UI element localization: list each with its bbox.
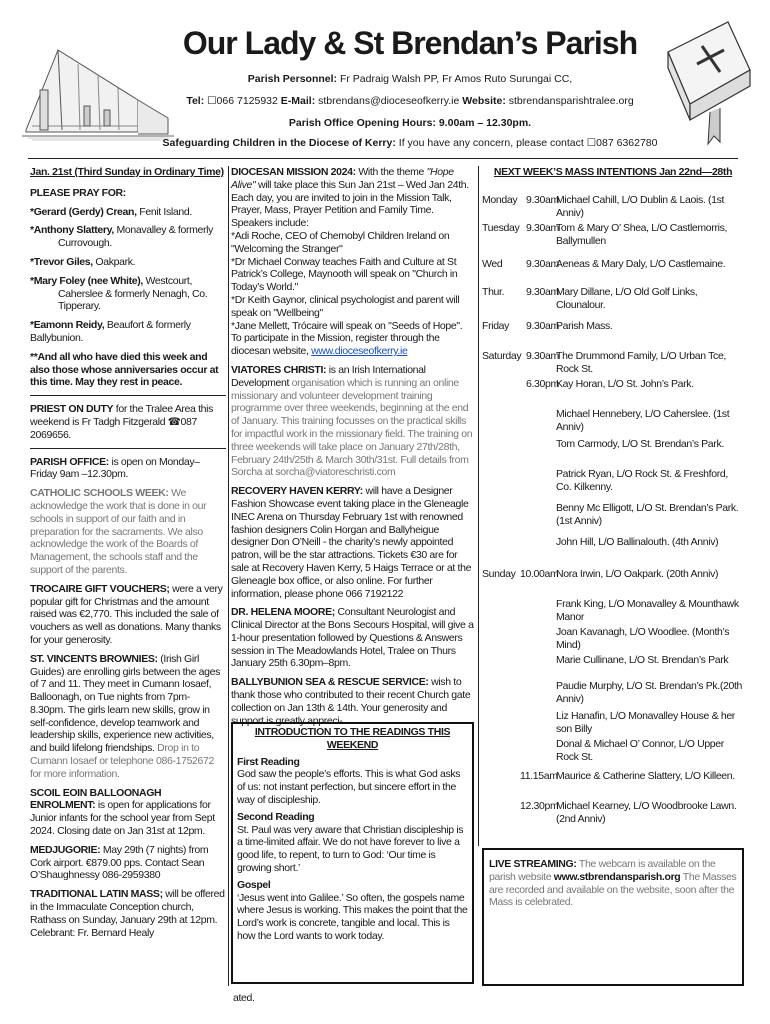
- prayer-item: *Eamonn Reidy, Beaufort & formerly Ballybunion.: [30, 319, 191, 344]
- live-streaming-box: LIVE STREAMING: The webcam is available on the parish website www.stbrendansparish.org The Masses are recorded and available on the website, soon after the Mass is celebrated.: [482, 848, 744, 986]
- prayer-item: *Gerard (Gerdy) Crean, Fenit Island.: [30, 205, 192, 218]
- contact-line: Tel: ☐066 7125932 E-Mail: stbrendans@dioceseofkerry.ie Website: stbrendansparishtralee.org: [186, 95, 634, 107]
- mass-intention: Tom Carmody, L/O St. Brendan’s Park.: [556, 438, 724, 450]
- left-column: [30, 166, 226, 945]
- mass-time: 12.30pm: [520, 800, 559, 812]
- recovery-haven: RECOVERY HAVEN KERRY: will have a Designer Fashion Showcase event taking place in the Gleneagle INEC Arena on Thursday February 1st with renowned fashion designers Colin Horgan and Ballyheigue designer Don O’Neill - the charity’s newly appointed patron, will be the star attractions. Tickets €30 are for sale at Recovery Haven Kerry, 5 Haigs Terrace or at the Gleneagle box office, or also online. For further information, please phone 066 7192122: [231, 485, 472, 600]
- rescue-tail: ated.: [233, 992, 255, 1004]
- bible-illustration: [650, 12, 760, 152]
- mass-day: Wed: [482, 258, 503, 270]
- mass-intention: The Drummond Family, L/O Urban Tce, Rock St.: [556, 350, 727, 375]
- mass-intention: Michael Hennebery, L/O Caherslee. (1st Anniv): [556, 408, 730, 433]
- parish-title: Our Lady & St Brendan’s Parish: [182, 25, 638, 61]
- divider: [30, 395, 226, 396]
- scoil-eoin-enrolment: SCOIL EOIN BALLOONAGH ENROLMENT: is open for applications for Junior infants for the school year from Sept 2024. Closing date on Jan 31st at 12pm.: [30, 786, 215, 838]
- office-hours: Parish Office Opening Hours: 9.00am – 12.30pm.: [288, 117, 532, 129]
- mass-intention: Liz Hanafin, L/O Monavalley House & her son Billy: [556, 710, 735, 735]
- viatores-christi: VIATORES CHRISTI: is an Irish International Development organisation which is running an online missionary and volunteer development training programme over three weekends, beginning at the end of January. This training focusses on the practical skills for impactful work in the missionary field. The training on three weekends will take place on January 27th/28th, February 24th/25th & March 30th/31st. Full details from Sorcha at sorcha@viatoreschristi.com: [231, 363, 473, 479]
- mass-time: 11.15am: [520, 770, 558, 782]
- mass-heading: NEXT WEEK’S MASS INTENTIONS Jan 22nd—28th: [493, 166, 733, 178]
- phone-icon: ☐: [207, 95, 217, 107]
- mass-time: 9.30am: [526, 350, 559, 362]
- mass-time: 9.30am: [526, 286, 559, 298]
- column-divider: [228, 166, 229, 986]
- column-divider: [478, 166, 479, 846]
- mass-day: Thur.: [482, 286, 505, 298]
- prayer-item: *Anthony Slattery, Monavalley & formerly Currovough.: [30, 224, 214, 250]
- mass-time: 9.30am: [526, 258, 559, 270]
- mass-intention: Donal & Michael O’ Connor, L/O Upper Rock St.: [556, 738, 724, 763]
- parish-personnel: Parish Personnel: Fr Padraig Walsh PP, Fr Amos Ruto Surungai CC,: [247, 73, 573, 85]
- mass-time: 9.30am: [526, 194, 559, 206]
- mass-intention: Benny Mc Elligott, L/O St. Brendan’s Park. (1st Anniv): [556, 502, 739, 527]
- prayer-item: *Mary Foley (nee White), Westcourt, Caherslee & formerly Nenagh, Co. Tipperary.: [30, 274, 208, 313]
- mass-day: Tuesday: [482, 222, 520, 234]
- diocesan-mission: DIOCESAN MISSION 2024: With the theme "Hope Alive" will take place this Sun Jan 21st – Wed Jan 24th. Each day, you are invited to join in the Mission Talk, Prayer, Mass, Prayer Petition and Family Time. Speakers include: *Adi Roche, CEO of Chernobyl Children Ireland on "Welcoming the Stranger" *Dr Michael Conway teaches Faith and Culture at St Patrick’s College, Maynooth will speak on "Church in Today’s World." *Dr Keith Gaynor, clinical psychologist and parent will speak on "Wellbeing" *Jane Mellett, Trócaire will speak on "Seeds of Hope". To participate in the Mission, register through the diocesan website, www.dioceseofkerry.ie: [231, 166, 469, 358]
- prayer-item: *Trevor Giles, Oakpark.: [30, 255, 136, 268]
- mass-time: 6.30pm: [526, 378, 559, 390]
- dr-helena-moore: DR. HELENA MOORE; Consultant Neurologist and Clinical Director at the Bons Secours Hospital, will give a 1-hour presentation followed by Questions & Answers session in The Meadowlands Hotel, Tralee on Thurs January 25th 6.30pm–8pm.: [231, 606, 474, 670]
- mass-time: 9.30am: [526, 320, 559, 332]
- mass-intention: Parish Mass.: [556, 320, 613, 332]
- second-reading: Second Reading St. Paul was very aware that Christian discipleship is a time-limited affair. We do not have forever to live a good life, to repent, to turn to God: ‘Our time is growing short.’: [237, 810, 464, 874]
- mass-intention: Nora Irwin, L/O Oakpark. (20th Anniv): [556, 568, 719, 580]
- mass-intention: Marie Cullinane, L/O St. Brendan’s Park: [556, 654, 729, 666]
- phone-icon: ☐: [586, 137, 597, 149]
- mass-intention: Frank King, L/O Monavalley & Mounthawk Manor: [556, 598, 739, 623]
- divider: [30, 448, 226, 449]
- header-divider: [28, 158, 738, 159]
- mass-intention: Mary Dillane, L/O Old Golf Links, Clounalour.: [556, 286, 698, 311]
- mass-intention: Michael Kearney, L/O Woodbrooke Lawn. (2nd Anniv): [556, 800, 737, 825]
- mass-day: Friday: [482, 320, 510, 332]
- mass-intention: Maurice & Catherine Slattery, L/O Killeen.: [556, 770, 735, 782]
- phone-icon: ☎: [167, 415, 181, 428]
- readings-box: [231, 722, 474, 984]
- mass-intention: John Hill, L/O Ballinalouth. (4th Anniv): [556, 536, 719, 548]
- mass-intention: Kay Horan, L/O St. John’s Park.: [556, 378, 694, 390]
- catholic-schools-week: CATHOLIC SCHOOLS WEEK: We acknowledge the work that is done in our schools in support of our faith and in preparation for the sacraments. We also acknowledge the work of the Boards of Management, the schools staff and the support of the parents.: [30, 487, 207, 576]
- mass-intention: Tom & Mary O’ Shea, L/O Castlemorris, Ballymullen: [556, 222, 728, 247]
- latin-mass-notice: TRADITIONAL LATIN MASS; will be offered in the Immaculate Conception church, Rathass on Sunday, January 29th at 12pm. Celebrant: Fr. Bernard Healy: [30, 888, 225, 939]
- gospel-reading: Gospel ‘Jesus went into Galilee.’ So often, the gospels name where Jesus is working. This makes the point that the Lord’s work is concrete, tangible and local. This is how the Lord wants to work today.: [237, 878, 468, 942]
- safeguarding-line: Safeguarding Children in the Diocese of Kerry: If you have any concern, please contact ☐087 6362780: [162, 137, 658, 149]
- diocese-link[interactable]: www.dioceseofkerry.ie: [311, 345, 408, 358]
- mass-intention: Joan Kavanagh, L/O Woodlee. (Month’s Mind): [556, 626, 730, 651]
- pray-heading: PLEASE PRAY FOR:: [30, 186, 126, 199]
- church-illustration: [18, 30, 178, 142]
- first-reading: First Reading God saw the people’s efforts. This is what God asks of us: not instant perfection, but sincere effort in the way of discipleship.: [237, 755, 461, 806]
- mass-intentions: [482, 166, 744, 825]
- mass-intention: Patrick Ryan, L/O Rock St. & Freshford, Co. Kilkenny.: [556, 468, 728, 493]
- readings-heading: INTRODUCTION TO THE READINGS THIS WEEKEND: [254, 726, 451, 751]
- mass-day: Sunday: [482, 568, 516, 580]
- date-heading: Jan. 21st (Third Sunday in Ordinary Time): [30, 166, 224, 178]
- middle-column: [231, 166, 476, 733]
- priest-on-duty: PRIEST ON DUTY for the Tralee Area this weekend is Fr Tadgh Fitzgerald ☎087 2069656.: [30, 403, 214, 441]
- parish-office: PARISH OFFICE: is open on Monday– Friday 9am –12.30pm.: [30, 455, 200, 481]
- mass-time: 10.00am: [520, 568, 559, 580]
- mass-intention: Paudie Murphy, L/O St. Brendan’s Pk.(20th Anniv): [556, 680, 743, 705]
- sea-rescue-service: BALLYBUNION SEA & RESCUE SERVICE: wish to thank those who contributed to their recent Church gate collection on Jan 13th & 14th. Your generosity and support is greatly appreci-: [231, 676, 471, 727]
- brownies-notice: ST. VINCENTS BROWNIES: (Irish Girl Guides) are enrolling girls between the ages of 7 and 11. They meet in Cumann Iosaef, Balloonagh, on Tue nights from 7pm- 8.30pm. The girls learn new skills, grow in self-confidence, develop teamwork and leadership skills, experience new activities, and build lifelong friendships. Drop in to Cumann Iosaef or telephone 086-1752672 for more information.: [30, 652, 221, 780]
- mass-intention: Michael Cahill, L/O Dublin & Laois. (1st Anniv): [556, 194, 725, 219]
- medjugorie-notice: MEDJUGORIE: May 29th (7 nights) from Cork airport. €879.00 pps. Contact Sean O’Shaughnessy 086-2959380: [30, 843, 209, 882]
- mass-day: Saturday: [482, 350, 522, 362]
- mass-day: Monday: [482, 194, 518, 206]
- all-died-note: **And all who have died this week and also those whose anniversaries occur at this time. May they rest in peace.: [30, 350, 219, 389]
- mass-time: 9.30am: [526, 222, 559, 234]
- prayer-list: [30, 206, 226, 345]
- trocaire-vouchers: TROCAIRE GIFT VOUCHERS; were a very popular gift for Christmas and the amount raised was €2,770. This included the sale of vouchers as well as donations. Many thanks for your generosity.: [30, 582, 223, 646]
- mass-intention: Aeneas & Mary Daly, L/O Castlemaine.: [556, 258, 726, 270]
